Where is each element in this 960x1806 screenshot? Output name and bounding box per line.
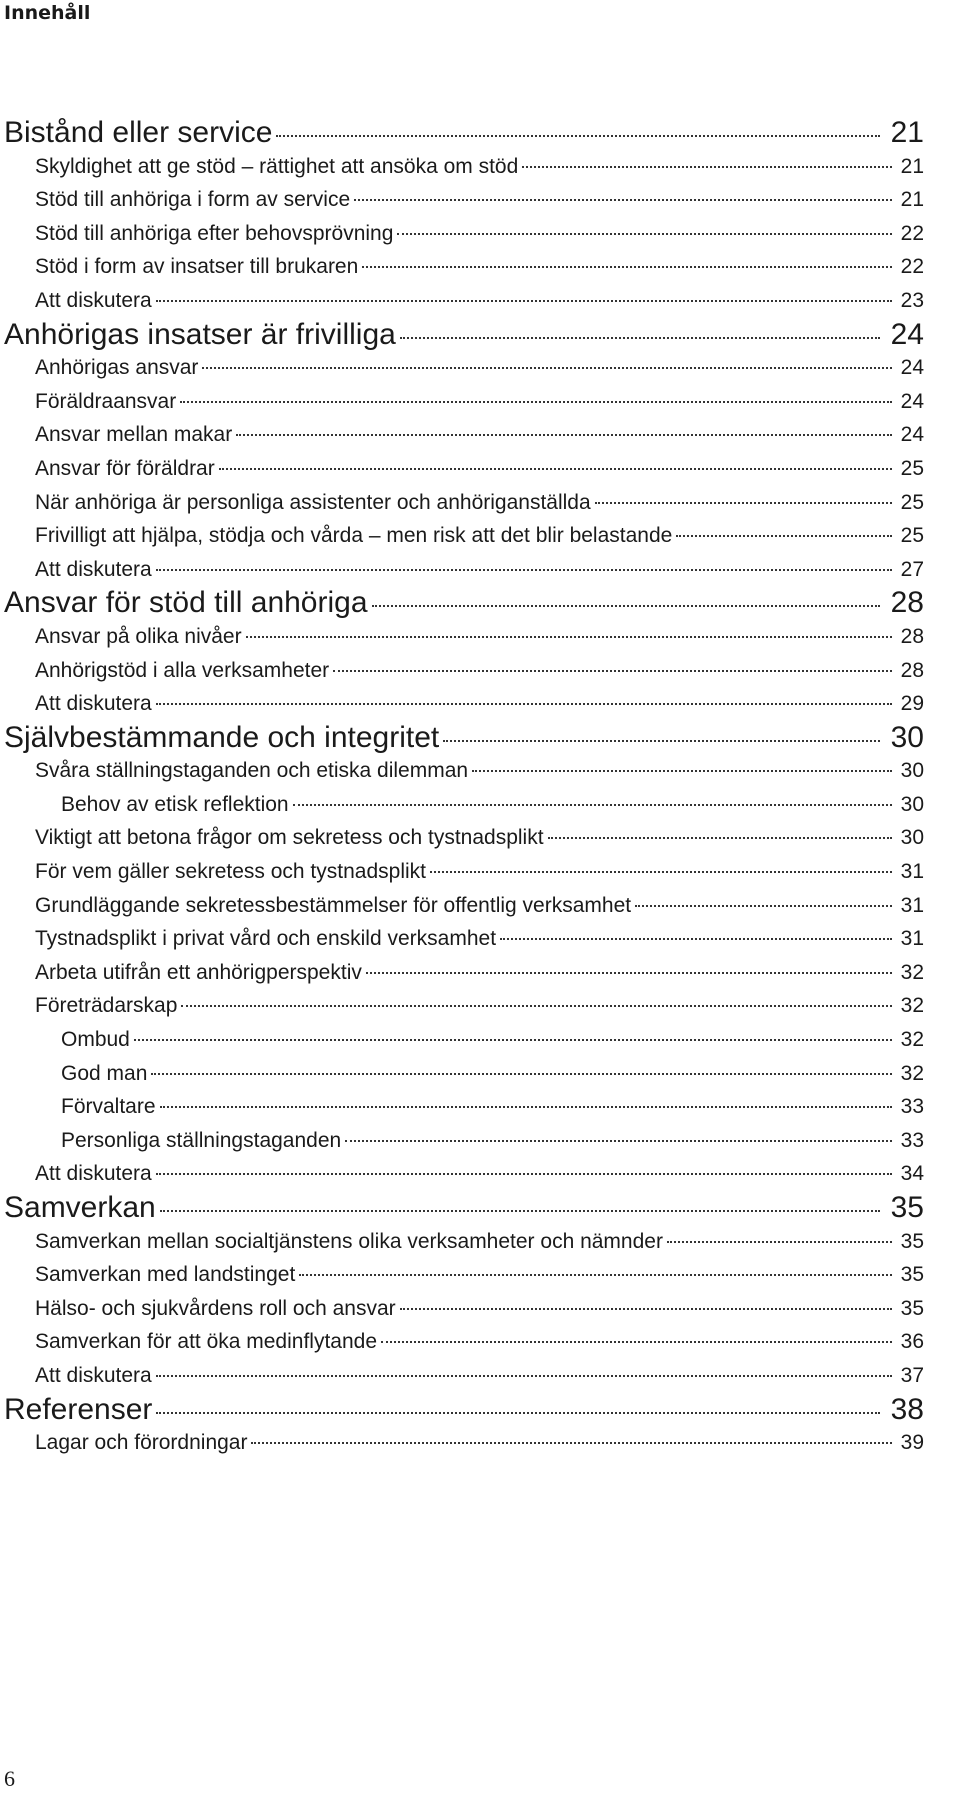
dot-leader (472, 770, 892, 772)
toc-entry[interactable] (4, 1325, 924, 1359)
dot-leader (500, 938, 892, 940)
toc-entry-page: 30 (900, 826, 924, 850)
toc-entry-page: 25 (900, 524, 924, 548)
toc-entry-page: 33 (900, 1095, 924, 1119)
toc-entry-title: Grundläggande sekretessbestämmelser för offentlig verksamhet (35, 893, 632, 917)
table-of-contents (4, 116, 924, 1460)
toc-entry-page: 21 (900, 188, 924, 212)
toc-entry-page: 32 (900, 1061, 924, 1085)
toc-entry[interactable] (4, 351, 924, 385)
toc-entry[interactable] (4, 150, 924, 184)
toc-entry-title: Bistånd eller service (4, 116, 273, 149)
toc-entry[interactable] (4, 1426, 924, 1460)
toc-entry-title: Hälso- och sjukvårdens roll och ansvar (35, 1296, 396, 1320)
toc-entry[interactable] (4, 821, 924, 855)
dot-leader (202, 367, 892, 369)
dot-leader (236, 434, 892, 436)
dot-leader (156, 300, 892, 302)
toc-entry-page: 31 (900, 893, 924, 917)
toc-section-entry[interactable] (4, 1393, 924, 1427)
toc-entry-title: Att diskutera (35, 288, 152, 312)
dot-leader (151, 1073, 892, 1075)
dot-leader (219, 468, 892, 470)
toc-entry-title: Ansvar mellan makar (35, 423, 233, 447)
toc-entry-page: 30 (900, 792, 924, 816)
toc-entry-title: Stöd till anhöriga i form av service (35, 188, 351, 212)
toc-entry[interactable] (4, 250, 924, 284)
toc-entry-page: 35 (900, 1296, 924, 1320)
toc-entry-page: 34 (900, 1162, 924, 1186)
toc-section-entry[interactable] (4, 721, 924, 755)
toc-entry-title: Samverkan för att öka medinflytande (35, 1330, 378, 1354)
dot-leader (160, 1106, 892, 1108)
toc-entry-title: God man (61, 1061, 148, 1085)
dot-leader (156, 1412, 880, 1414)
toc-entry[interactable] (4, 1292, 924, 1326)
toc-section-entry[interactable] (4, 1191, 924, 1225)
toc-entry-title: Lagar och förordningar (35, 1431, 248, 1455)
toc-entry[interactable] (4, 654, 924, 688)
toc-entry[interactable] (4, 553, 924, 587)
dot-leader (354, 199, 892, 201)
dot-leader (160, 1210, 880, 1212)
toc-entry-title: Stöd i form av insatser till brukaren (35, 255, 359, 279)
toc-entry-title: Frivilligt att hjälpa, stödja och vårda – men risk att det blir belastande (35, 524, 673, 548)
toc-entry[interactable] (4, 486, 924, 520)
dot-leader (522, 166, 892, 168)
dot-leader (293, 804, 892, 806)
dot-leader (635, 905, 892, 907)
toc-entry-page: 29 (900, 692, 924, 716)
toc-entry-page: 31 (900, 860, 924, 884)
toc-entry-title: Samverkan med landstinget (35, 1263, 296, 1287)
toc-entry[interactable] (4, 1225, 924, 1259)
toc-entry-page: 27 (900, 557, 924, 581)
dot-leader (156, 703, 892, 705)
toc-entry-page: 35 (900, 1263, 924, 1287)
toc-entry-title: Att diskutera (35, 557, 152, 581)
toc-entry-page: 24 (900, 423, 924, 447)
toc-entry-title: Svåra ställningstaganden och etiska dilemman (35, 759, 469, 783)
toc-entry-title: Självbestämmande och integritet (4, 720, 440, 754)
toc-entry-page: 28 (900, 658, 924, 682)
toc-entry-page: 21 (890, 116, 924, 149)
toc-entry-page: 38 (890, 1392, 924, 1426)
toc-entry[interactable] (4, 519, 924, 553)
toc-entry-page: 28 (900, 624, 924, 648)
toc-entry-page: 35 (890, 1191, 924, 1224)
toc-entry[interactable] (4, 989, 924, 1023)
toc-entry[interactable] (4, 956, 924, 990)
toc-entry[interactable] (4, 385, 924, 419)
toc-entry[interactable] (4, 620, 924, 654)
toc-entry-page: 31 (900, 927, 924, 951)
toc-entry-title: Samverkan mellan socialtjänstens olika verksamheter och nämnder (35, 1229, 663, 1253)
toc-entry-page: 25 (900, 456, 924, 480)
toc-entry[interactable] (4, 754, 924, 788)
toc-entry-page: 32 (900, 960, 924, 984)
toc-entry-page: 21 (900, 154, 924, 178)
toc-entry[interactable] (4, 452, 924, 486)
toc-entry[interactable] (4, 687, 924, 721)
toc-entry[interactable] (4, 1090, 924, 1124)
dot-leader (400, 337, 880, 339)
dot-leader (443, 740, 880, 742)
toc-entry[interactable] (4, 1157, 924, 1191)
toc-entry[interactable] (4, 1124, 924, 1158)
dot-leader (299, 1274, 892, 1276)
toc-entry-page: 30 (890, 720, 924, 754)
toc-entry-page: 23 (900, 288, 924, 312)
dot-leader (156, 569, 892, 571)
toc-entry-page: 30 (900, 759, 924, 783)
dot-leader (333, 670, 892, 672)
toc-entry[interactable] (4, 1057, 924, 1091)
toc-entry-title: Företrädarskap (35, 994, 178, 1018)
dot-leader (180, 401, 892, 403)
toc-entry-title: Stöd till anhöriga efter behovsprövning (35, 221, 394, 245)
toc-entry-title: Ansvar på olika nivåer (35, 624, 242, 648)
toc-entry-page: 32 (900, 1028, 924, 1052)
toc-entry-title: Förvaltare (61, 1095, 156, 1119)
dot-leader (362, 266, 892, 268)
dot-leader (381, 1341, 892, 1343)
toc-entry-title: Att diskutera (35, 692, 152, 716)
toc-entry-title: Skyldighet att ge stöd – rättighet att ansöka om stöd (35, 154, 519, 178)
toc-entry-page: 28 (890, 586, 924, 620)
toc-entry[interactable] (4, 1258, 924, 1292)
dot-leader (372, 605, 880, 607)
dot-leader (548, 837, 892, 839)
toc-entry-page: 22 (900, 221, 924, 245)
toc-entry[interactable] (4, 889, 924, 923)
toc-entry-title: Att diskutera (35, 1363, 152, 1387)
toc-entry-page: 25 (900, 490, 924, 514)
page-number: 6 (4, 1766, 15, 1791)
toc-section-entry[interactable] (4, 318, 924, 352)
toc-entry-title: När anhöriga är personliga assistenter och anhöriganställda (35, 490, 591, 514)
toc-entry[interactable] (4, 788, 924, 822)
toc-entry-title: Referenser (4, 1392, 153, 1426)
toc-entry-title: Anhörigas ansvar (35, 356, 199, 380)
toc-entry[interactable] (4, 284, 924, 318)
toc-section-entry[interactable] (4, 586, 924, 620)
dot-leader (430, 871, 892, 873)
dot-leader (676, 535, 892, 537)
toc-entry-page: 36 (900, 1330, 924, 1354)
toc-entry-title: Att diskutera (35, 1162, 152, 1186)
toc-entry-page: 24 (900, 389, 924, 413)
toc-entry[interactable] (4, 217, 924, 251)
dot-leader (251, 1442, 892, 1444)
toc-entry-page: 24 (890, 317, 924, 351)
dot-leader (595, 502, 892, 504)
dot-leader (366, 972, 892, 974)
toc-entry-page: 24 (900, 356, 924, 380)
dot-leader (156, 1375, 892, 1377)
toc-entry-title: Personliga ställningstaganden (61, 1128, 342, 1152)
toc-entry-page: 35 (900, 1229, 924, 1253)
toc-entry[interactable] (4, 1023, 924, 1057)
toc-entry-title: För vem gäller sekretess och tystnadsplikt (35, 860, 426, 884)
toc-entry-title: Anhörigstöd i alla verksamheter (35, 658, 330, 682)
dot-leader (246, 636, 892, 638)
toc-entry-page: 39 (900, 1431, 924, 1455)
toc-entry[interactable] (4, 1359, 924, 1393)
dot-leader (397, 233, 892, 235)
toc-entry[interactable] (4, 922, 924, 956)
toc-section-entry[interactable] (4, 116, 924, 150)
toc-entry-title: Anhörigas insatser är frivilliga (4, 317, 396, 351)
toc-entry-title: Viktigt att betona frågor om sekretess och tystnadsplikt (35, 826, 544, 850)
toc-entry-title: Tystnadsplikt i privat vård och enskild verksamhet (35, 927, 497, 951)
toc-entry-page: 37 (900, 1363, 924, 1387)
toc-entry[interactable] (4, 418, 924, 452)
toc-entry[interactable] (4, 855, 924, 889)
toc-entry-title: Samverkan (4, 1191, 156, 1224)
toc-entry-page: 32 (900, 994, 924, 1018)
page-heading: Innehåll (4, 2, 91, 24)
dot-leader (400, 1308, 892, 1310)
dot-leader (134, 1039, 892, 1041)
toc-entry-title: Föräldraansvar (35, 389, 177, 413)
toc-entry-title: Ansvar för föräldrar (35, 456, 215, 480)
dot-leader (181, 1005, 892, 1007)
toc-entry-title: Behov av etisk reflektion (61, 792, 289, 816)
dot-leader (156, 1173, 892, 1175)
toc-entry-title: Arbeta utifrån ett anhörigperspektiv (35, 960, 362, 984)
toc-entry-page: 22 (900, 255, 924, 279)
toc-entry-title: Ansvar för stöd till anhöriga (4, 586, 368, 620)
toc-entry-title: Ombud (61, 1028, 130, 1052)
dot-leader (345, 1140, 892, 1142)
toc-entry-page: 33 (900, 1128, 924, 1152)
dot-leader (667, 1241, 892, 1243)
dot-leader (276, 135, 880, 137)
toc-entry[interactable] (4, 183, 924, 217)
